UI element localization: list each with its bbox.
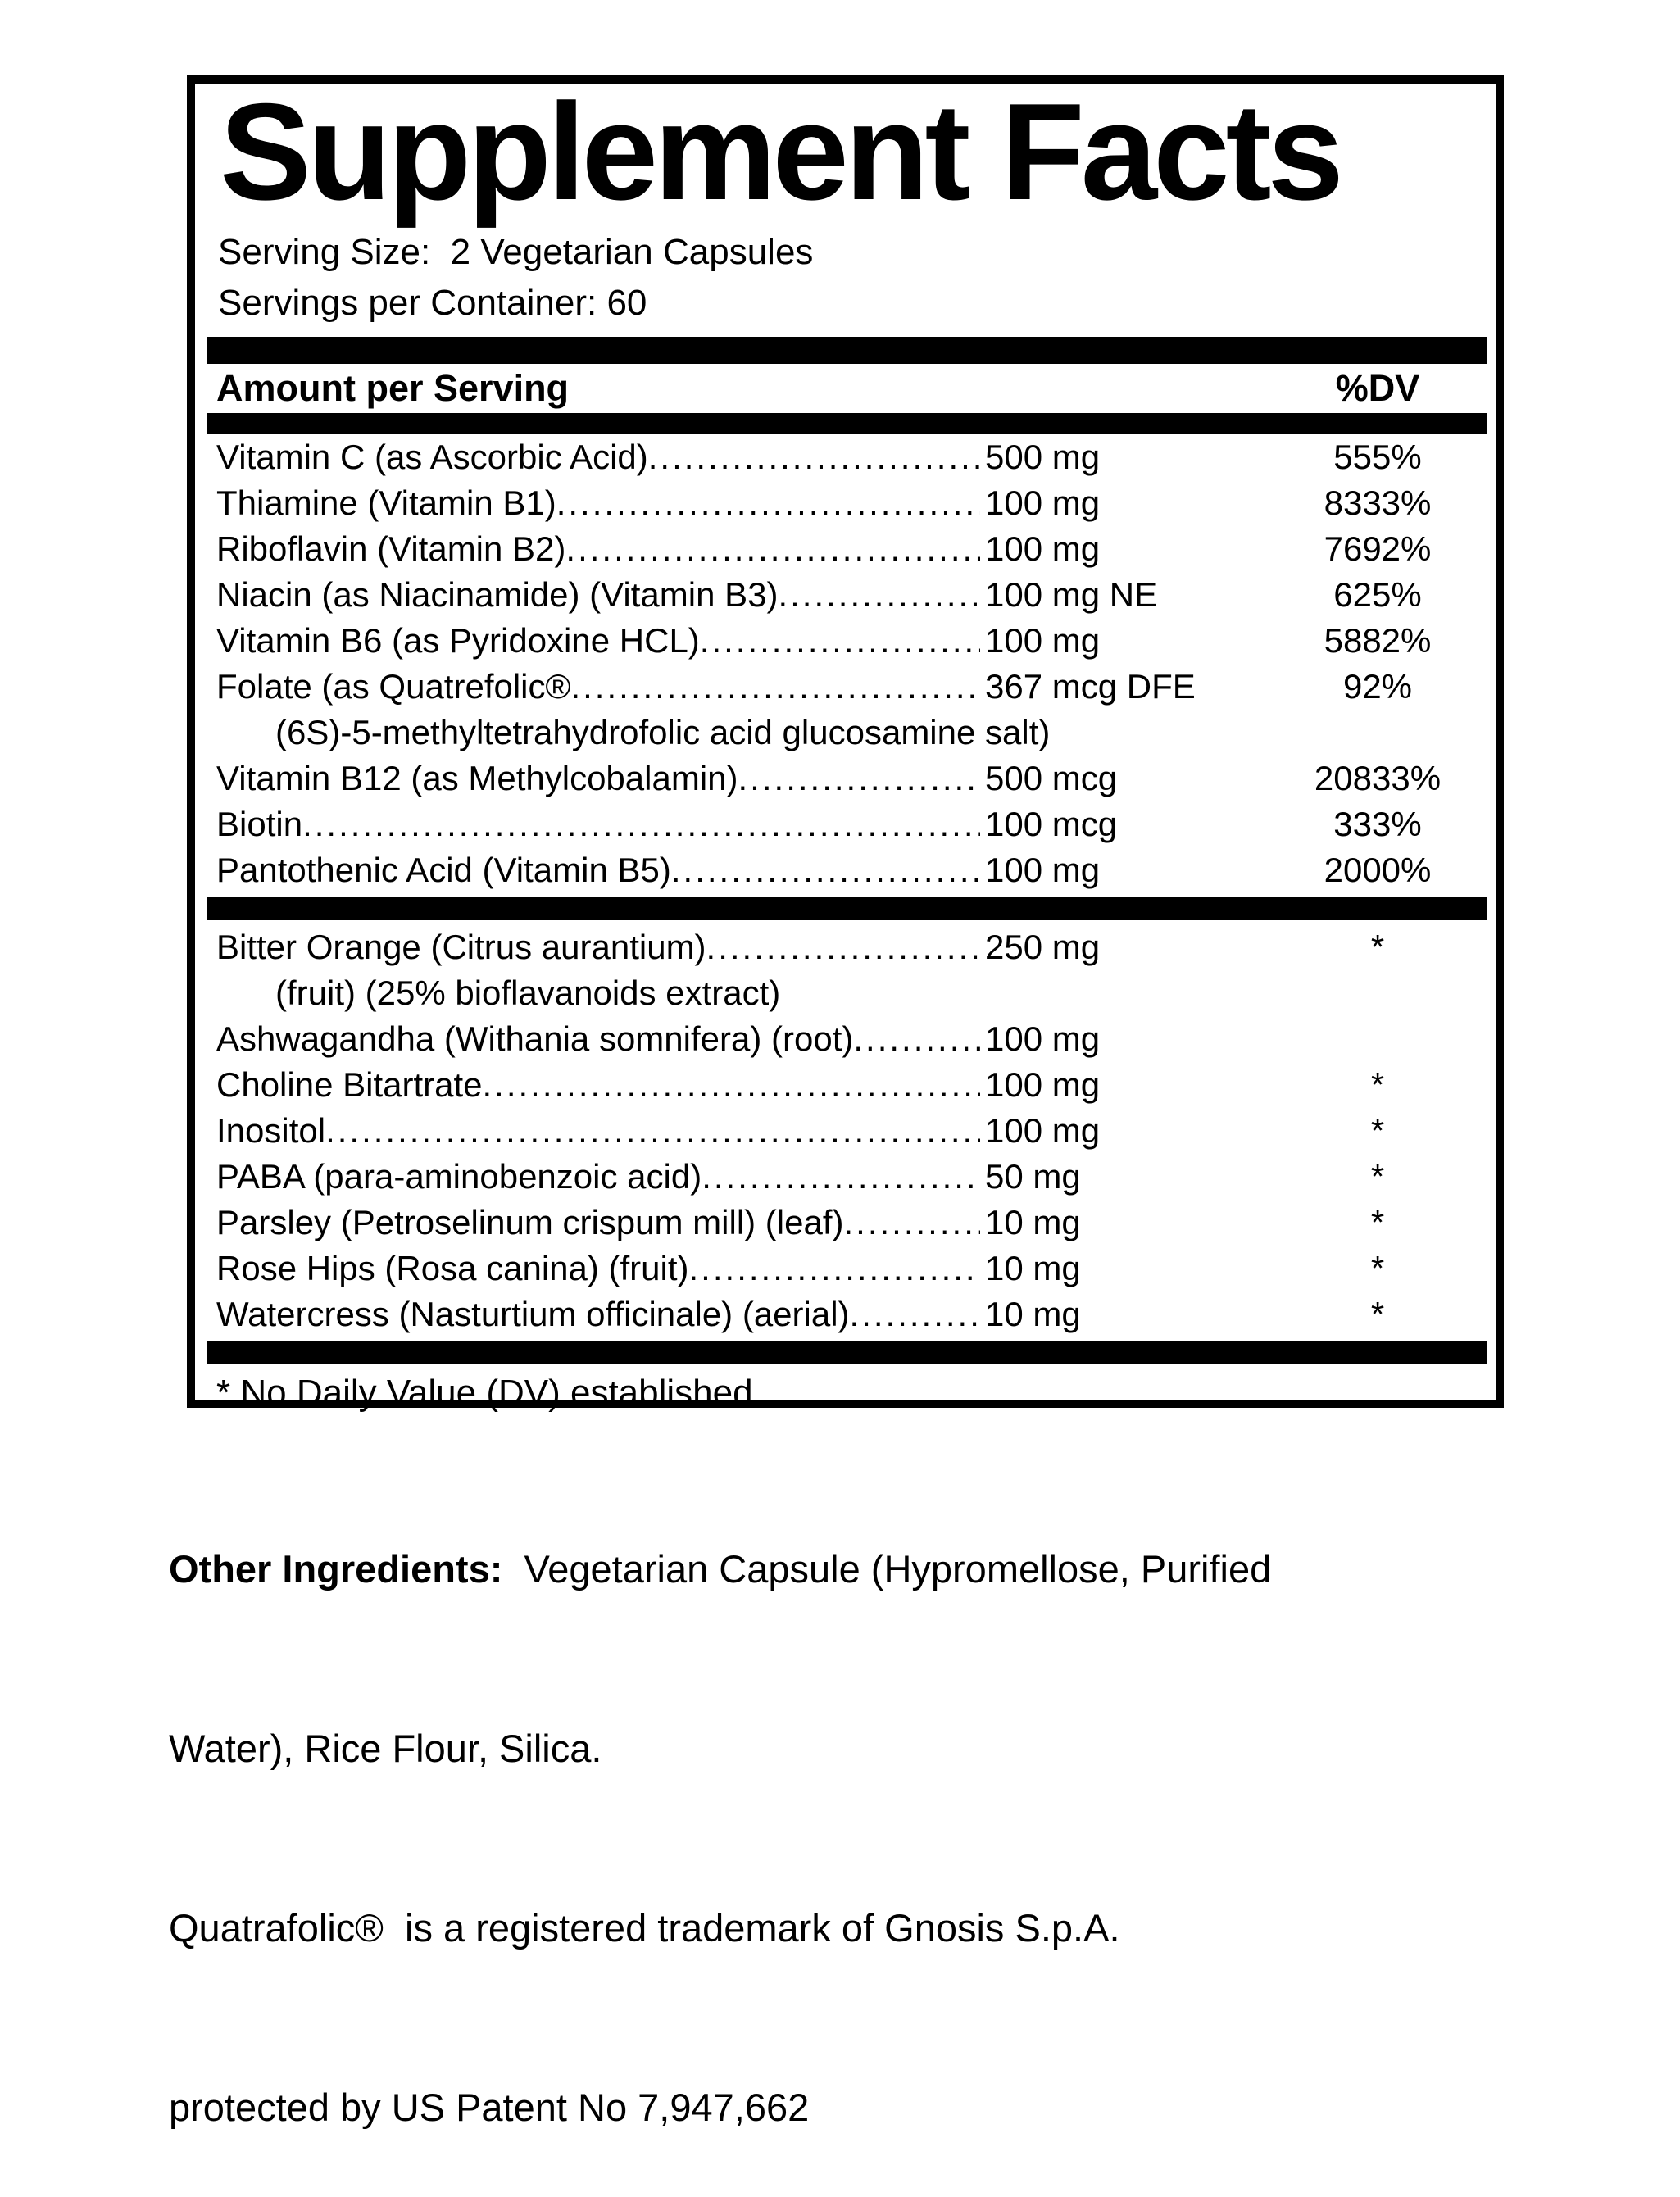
ingredient-dv: * <box>1370 1294 1385 1333</box>
dot-leader <box>302 801 980 847</box>
table-row <box>207 1200 1487 1246</box>
dot-leader <box>844 1200 981 1246</box>
trademark-line: Quatrafolic® is a registered trademark of Gnosis S.p.A. <box>169 1906 1120 1950</box>
botanicals-section <box>207 924 1487 1337</box>
table-row <box>207 1108 1487 1154</box>
ingredient-name: Bitter Orange (Citrus aurantium) <box>216 927 706 966</box>
divider-bar-bottom <box>207 1341 1487 1364</box>
dot-leader <box>325 1108 980 1154</box>
table-row <box>207 1246 1487 1291</box>
ingredient-name: Thiamine (Vitamin B1) <box>216 483 556 522</box>
vitamins-section <box>207 434 1487 893</box>
table-row <box>207 572 1487 618</box>
dot-leader <box>706 924 980 970</box>
dv-footnote: * No Daily Value (DV) established <box>216 1372 753 1413</box>
ingredient-subline: (6S)-5-methyltetrahydrofolic acid glucosamine salt) <box>275 712 1051 751</box>
table-header-row <box>207 364 1487 413</box>
dot-leader <box>671 847 980 893</box>
ingredient-name: Ashwagandha (Withania somnifera) (root) <box>216 1019 854 1058</box>
dot-leader <box>702 1154 980 1200</box>
divider-bar-top <box>207 337 1487 364</box>
ingredient-name: Inositol <box>216 1110 326 1150</box>
footer-text <box>169 1419 1447 2197</box>
ingredient-dv: * <box>1370 1156 1385 1196</box>
ingredient-amount: 50 mg <box>985 1156 1081 1196</box>
dot-leader <box>850 1291 980 1337</box>
table-row <box>207 847 1487 893</box>
ingredient-dv: 8333% <box>1324 483 1432 522</box>
ingredient-name: Folate (as Quatrefolic® <box>216 666 571 706</box>
ingredient-dv: * <box>1370 927 1385 966</box>
ingredient-amount: 100 mg <box>985 1110 1101 1150</box>
ingredient-amount: 100 mg <box>985 1019 1101 1058</box>
ingredient-dv: 2000% <box>1324 850 1432 889</box>
other-ingredients-line2: Water), Rice Flour, Silica. <box>169 1727 602 1770</box>
divider-bar-section <box>207 897 1487 920</box>
dot-leader <box>700 618 980 664</box>
ingredient-subline: (fruit) (25% bioflavanoids extract) <box>275 973 781 1012</box>
ingredient-dv: * <box>1370 1248 1385 1287</box>
supplement-facts-panel <box>187 75 1504 1413</box>
dot-leader <box>738 756 980 801</box>
ingredient-name: Choline Bitartrate <box>216 1064 483 1104</box>
dot-leader <box>853 1016 980 1062</box>
ingredient-amount: 100 mg <box>985 620 1101 660</box>
ingredient-amount: 100 mg <box>985 483 1101 522</box>
ingredient-dv: 625% <box>1333 574 1422 614</box>
divider-bar-header <box>207 413 1487 434</box>
table-row <box>207 664 1487 710</box>
ingredient-name: Watercress (Nasturtium officinale) (aerial) <box>216 1294 850 1333</box>
ingredient-amount: 100 mg NE <box>985 574 1158 614</box>
ingredient-name: PABA (para-aminobenzoic acid) <box>216 1156 702 1196</box>
ingredient-amount: 10 mg <box>985 1294 1081 1333</box>
other-ingredients-rest: Vegetarian Capsule (Hypromellose, Purified <box>502 1547 1272 1591</box>
ingredient-name: Vitamin B12 (as Methylcobalamin) <box>216 758 738 797</box>
dot-leader <box>565 526 980 572</box>
ingredient-dv: 333% <box>1333 804 1422 843</box>
table-row <box>207 801 1487 847</box>
ingredient-dv: * <box>1370 1202 1385 1241</box>
dot-leader <box>570 664 980 710</box>
ingredient-amount: 100 mg <box>985 1064 1101 1104</box>
ingredient-name: Vitamin B6 (as Pyridoxine HCL) <box>216 620 700 660</box>
dot-leader <box>556 480 980 526</box>
ingredient-name: Parsley (Petroselinum crispum mill) (leaf) <box>216 1202 844 1241</box>
ingredient-name: Niacin (as Niacinamide) (Vitamin B3) <box>216 574 779 614</box>
ingredient-dv: * <box>1370 1064 1385 1104</box>
table-row <box>207 618 1487 664</box>
ingredient-dv: 92% <box>1342 666 1413 706</box>
dot-leader <box>648 434 980 480</box>
ingredient-dv: * <box>1370 1110 1385 1150</box>
table-row <box>207 1154 1487 1200</box>
table-row <box>207 924 1487 970</box>
panel-title: Supplement Facts <box>220 75 1340 229</box>
table-row <box>207 526 1487 572</box>
ingredient-amount: 367 mcg DFE <box>985 666 1196 706</box>
table-row <box>207 480 1487 526</box>
table-row <box>207 1062 1487 1108</box>
servings-per-container-line: Servings per Container: 60 <box>218 282 647 323</box>
ingredient-amount: 250 mg <box>985 927 1101 966</box>
table-row <box>207 434 1487 480</box>
ingredient-amount: 500 mg <box>985 437 1101 476</box>
serving-size-line: Serving Size: 2 Vegetarian Capsules <box>218 231 814 272</box>
ingredient-name: Biotin <box>216 804 303 843</box>
amount-per-serving-header: Amount per Serving <box>216 366 570 409</box>
ingredient-amount: 100 mg <box>985 850 1101 889</box>
ingredient-dv: 7692% <box>1324 529 1432 568</box>
ingredient-amount: 10 mg <box>985 1248 1081 1287</box>
ingredient-name: Riboflavin (Vitamin B2) <box>216 529 566 568</box>
other-ingredients-label: Other Ingredients: <box>169 1547 503 1591</box>
dot-leader <box>689 1246 980 1291</box>
ingredient-name: Pantothenic Acid (Vitamin B5) <box>216 850 671 889</box>
ingredient-name: Vitamin C (as Ascorbic Acid) <box>216 437 648 476</box>
ingredient-dv: 20833% <box>1314 758 1442 797</box>
ingredient-amount: 500 mcg <box>985 758 1118 797</box>
ingredient-dv: 5882% <box>1324 620 1432 660</box>
dot-leader <box>483 1062 981 1108</box>
ingredient-name: Rose Hips (Rosa canina) (fruit) <box>216 1248 689 1287</box>
table-row <box>207 1291 1487 1337</box>
table-row <box>207 1016 1487 1062</box>
other-ingredients-line <box>169 1539 1447 1599</box>
patent-line: protected by US Patent No 7,947,662 <box>169 2086 810 2129</box>
ingredient-amount: 10 mg <box>985 1202 1081 1241</box>
dv-header: %DV <box>1335 366 1420 409</box>
dot-leader <box>778 572 980 618</box>
serving-info <box>218 227 1487 329</box>
ingredient-amount: 100 mg <box>985 529 1101 568</box>
ingredient-dv: 555% <box>1333 437 1422 476</box>
ingredient-amount: 100 mcg <box>985 804 1118 843</box>
table-row <box>207 756 1487 801</box>
